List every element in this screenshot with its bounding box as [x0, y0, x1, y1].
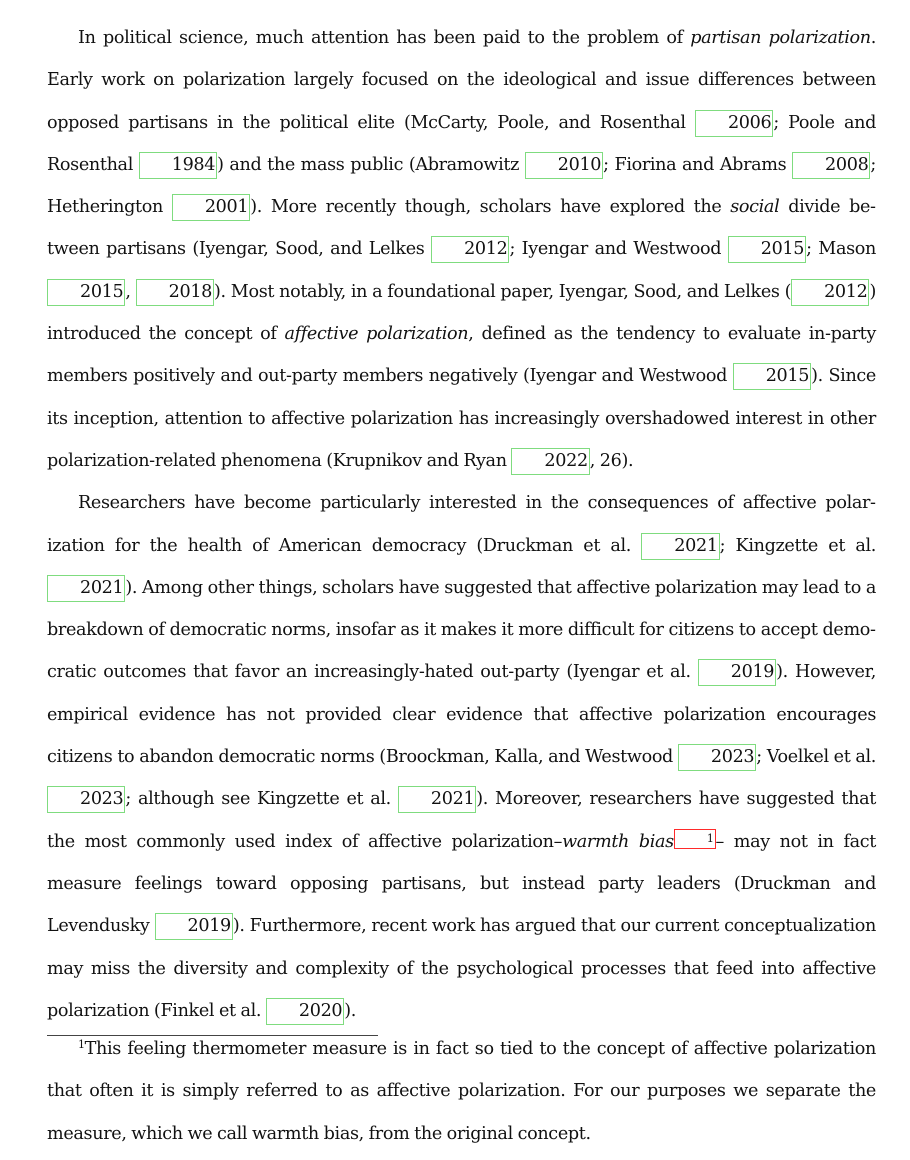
text-run: ; Mason	[806, 239, 877, 260]
emphasis-term: social	[730, 197, 780, 218]
text-run: ). Furthermore, recent work has argued that our current conceptualization may miss the diversity and complexity of the psychological processes that feed into affective polarization (Finkel et al.	[47, 916, 876, 1021]
footnote-text: This feeling thermometer measure is in fact so tied to the concept of affective polarization that often it is simply referred to as affective polarization. For our purposes we separate the measure, which we call warmth bias, from the original concept.	[47, 1039, 876, 1144]
citation-link[interactable]: 2021	[641, 533, 719, 560]
citation-link[interactable]: 2006	[695, 110, 773, 137]
paragraph-2	[47, 482, 876, 1032]
citation-link[interactable]: 2021	[47, 575, 125, 602]
text-run: divide between partisans (Iyengar, Sood, and Lelkes	[47, 197, 876, 260]
text-run: ; Iyengar and Westwood	[509, 239, 728, 260]
text-run: Researchers have become particularly interested in the consequences of affective polarization for the health of American democracy (Druckman et al.	[47, 493, 876, 556]
citation-link[interactable]: 2019	[698, 659, 776, 686]
text-run: ,	[125, 281, 136, 302]
citation-link[interactable]: 2010	[525, 152, 603, 179]
citation-link[interactable]: 2015	[728, 236, 806, 263]
citation-link[interactable]: 2020	[266, 998, 344, 1025]
text-run: In political science, much attention has been paid to the problem of	[78, 28, 691, 48]
emphasis-term: affective polarization	[284, 324, 469, 345]
footnote-mark: 1	[78, 1038, 85, 1051]
emphasis-term: warmth bias	[562, 831, 674, 852]
emphasis-term: partisan polarization	[690, 28, 871, 48]
citation-link[interactable]: 2023	[47, 786, 125, 813]
citation-link[interactable]: 2022	[511, 448, 589, 475]
text-run: ; Poole and Rosenthal	[47, 112, 876, 175]
citation-link[interactable]: 2018	[136, 279, 214, 306]
text-run: ) and the mass public (Abramowitz	[217, 154, 525, 175]
text-run: – may not in fact measure feelings toward opposing partisans, but instead party leaders (Druckman and Levendusky	[47, 831, 876, 937]
text-run: ). Since its inception, attention to affective polarization has increasingly overshadowed interest in other polarization-related phenomena (Krupnikov and Ryan	[47, 366, 876, 471]
text-run: ). Most notably, in a foundational paper, Iyengar, Sood, and Lelkes (	[214, 281, 792, 302]
text-run: , 26).	[589, 450, 634, 471]
citation-link[interactable]: 2023	[678, 744, 756, 771]
text-run: ). However, empirical evidence has not provided clear evidence that affective polarization encourages citizens to abandon democratic norms (Broockman, Kalla, and Westwood	[47, 662, 876, 768]
citation-link[interactable]: 2012	[431, 236, 509, 263]
footnote	[47, 1028, 876, 1155]
text-run: . Early work on polarization largely focused on the ideological and issue differences between opposed partisans in the political elite (McCarty, Poole, and Rosenthal	[47, 28, 877, 133]
text-run: ; although see Kingzette et al.	[125, 789, 398, 810]
text-run: ; Hetherington	[47, 154, 876, 218]
page-body	[47, 17, 876, 1032]
text-run: , defined as the tendency to evaluate in-party members positively and out-party members negatively (Iyengar and Westwood	[47, 324, 876, 387]
text-run: ; Fiorina and Abrams	[603, 154, 793, 175]
citation-link[interactable]: 1984	[139, 152, 217, 179]
citation-link[interactable]: 2001	[172, 194, 250, 221]
text-run: ) introduced the concept of	[47, 281, 876, 345]
citation-link[interactable]: 2015	[733, 363, 811, 390]
citation-link[interactable]: 2019	[155, 913, 233, 940]
text-run: ; Voelkel et al.	[756, 747, 876, 768]
text-run: ).	[344, 1000, 357, 1021]
text-run: ; Kingzette et al.	[719, 535, 876, 556]
text-run: ). Moreover, researchers have suggested that the most commonly used index of affective polarization–	[47, 789, 876, 852]
text-run: ). Among other things, scholars have suggested that affective polarization may lead to a breakdown of democratic norms, insofar as it makes it more difficult for citizens to accept democratic outcomes that favor an increasingly-hated out-party (Iyengar et al.	[47, 577, 876, 683]
citation-link[interactable]: 2021	[398, 786, 476, 813]
paragraph-1	[47, 17, 876, 482]
citation-link[interactable]: 2015	[47, 279, 125, 306]
footnote-reference-link[interactable]: 1	[674, 829, 716, 849]
text-run: ). More recently though, scholars have explored the	[250, 197, 731, 218]
citation-link[interactable]: 2008	[792, 152, 870, 179]
citation-link[interactable]: 2012	[791, 279, 869, 306]
